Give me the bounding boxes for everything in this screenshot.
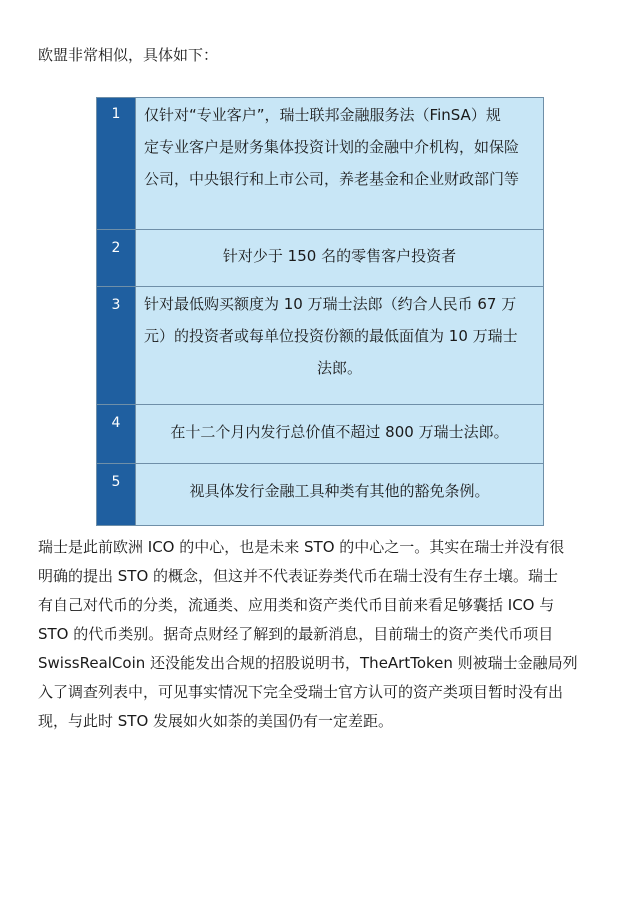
row-number: 2 (97, 230, 135, 286)
body-paragraph (38, 533, 608, 736)
table-row (96, 287, 544, 405)
paragraph-line: 明确的提出 STO 的概念，但这并不代表证券类代币在瑞士没有生存土壤。瑞士 (38, 567, 559, 585)
row-line: 公司，中央银行和上市公司，养老基金和企业财政部门等 (144, 170, 520, 188)
row-line: 针对少于 150 名的零售客户投资者 (222, 247, 457, 265)
exemption-table (96, 97, 544, 526)
row-content (135, 464, 543, 525)
row-line: 仅针对“专业客户”，瑞士联邦金融服务法（FinSA）规 (144, 106, 501, 124)
paragraph-line: 有自己对代币的分类，流通类、应用类和资产类代币目前来看足够囊括 ICO 与 (38, 596, 555, 614)
row-line: 定专业客户是财务集体投资计划的金融中介机构，如保险 (144, 138, 520, 156)
row-number: 3 (97, 287, 135, 404)
row-number: 1 (97, 98, 135, 229)
row-line: 法郎。 (316, 359, 362, 377)
paragraph-line: STO 的代币类别。据奇点财经了解到的最新消息，目前瑞士的资产类代币项目 (38, 625, 554, 643)
paragraph-line: 瑞士是此前欧洲 ICO 的中心，也是未来 STO 的中心之一。其实在瑞士并没有很 (38, 538, 565, 556)
table-row (96, 97, 544, 230)
row-number: 4 (97, 405, 135, 463)
row-content (135, 287, 543, 404)
row-line: 在十二个月内发行总价值不超过 800 万瑞士法郎。 (170, 423, 509, 441)
table-row (96, 405, 544, 464)
paragraph-line: 现，与此时 STO 发展如火如荼的美国仍有一定差距。 (38, 712, 394, 730)
table-row (96, 464, 544, 526)
row-line: 视具体发行金融工具种类有其他的豁免条例。 (189, 482, 490, 500)
row-line: 针对最低购买额度为 10 万瑞士法郎（约合人民币 67 万 (144, 295, 517, 313)
row-line: 元）的投资者或每单位投资份额的最低面值为 10 万瑞士 (144, 327, 518, 345)
paragraph-line: SwissRealCoin 还没能发出合规的招股说明书，TheArtToken 则被瑞士金融局列 (38, 654, 578, 672)
row-content (135, 230, 543, 286)
row-content (135, 405, 543, 463)
row-content (135, 98, 543, 229)
paragraph-line: 入了调查列表中，可见事实情况下完全受瑞士官方认可的资产类项目暂时没有出 (38, 683, 564, 701)
intro-text: 欧盟非常相似，具体如下： (38, 46, 219, 64)
row-number: 5 (97, 464, 135, 525)
table-row (96, 230, 544, 287)
